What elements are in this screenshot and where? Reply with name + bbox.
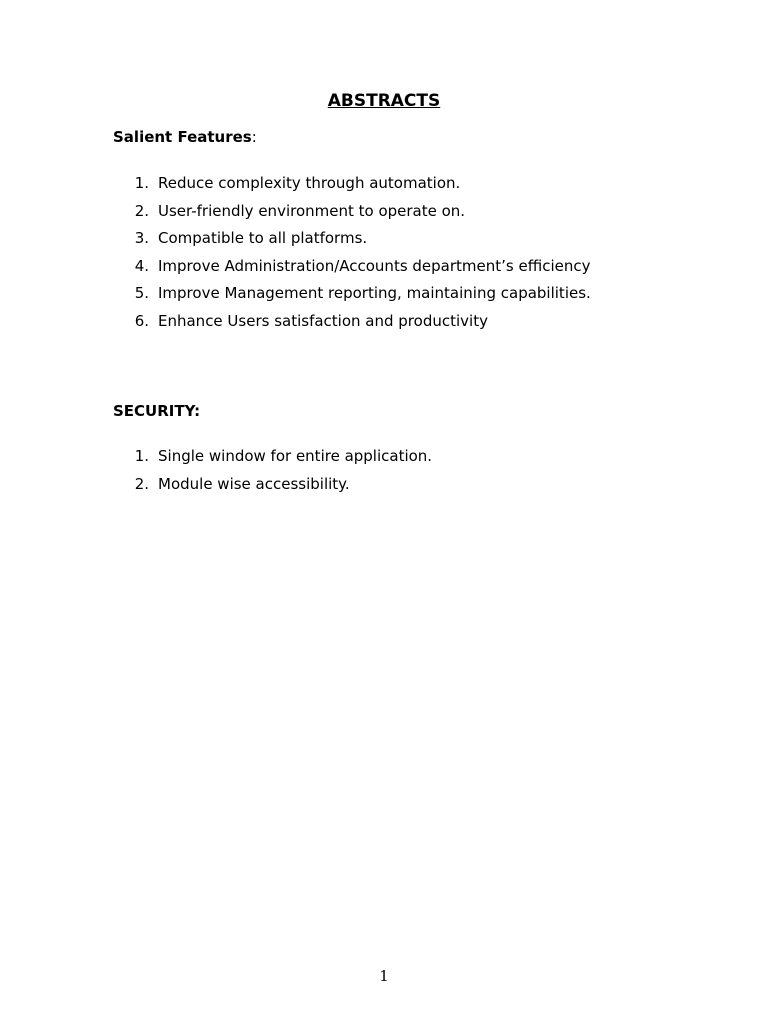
list-item-number: 5. [134,284,149,302]
salient-features-heading-colon: : [251,128,257,146]
document-title: ABSTRACTS [327,91,441,111]
list-item-number: 4. [134,256,149,275]
list-item-number: 1. [134,447,149,465]
salient-features-heading [113,127,257,147]
list-item-text: Compatible to all platforms. [158,229,368,247]
list-item-text: Improve Management reporting, maintaining capabilities. [158,284,591,302]
list-item-text: Enhance Users satisfaction and productivity [158,311,488,330]
list-item-number: 1. [134,174,149,192]
list-item-text: Improve Administration/Accounts department’s efficiency [158,256,591,275]
security-heading [113,401,200,421]
list-item-number: 6. [134,311,149,330]
salient-features-heading-text: Salient Features [113,128,252,146]
list-item-text: Reduce complexity through automation. [158,174,461,192]
list-item-text: User-friendly environment to operate on. [158,201,466,220]
list-item-number: 2. [134,201,149,220]
list-item-number: 3. [134,229,149,247]
list-item-number: 2. [134,474,149,493]
security-heading-text: SECURITY: [113,402,201,420]
page-number: 1 [379,967,389,985]
list-item-text: Module wise accessibility. [158,474,350,493]
list-item-text: Single window for entire application. [158,447,433,465]
